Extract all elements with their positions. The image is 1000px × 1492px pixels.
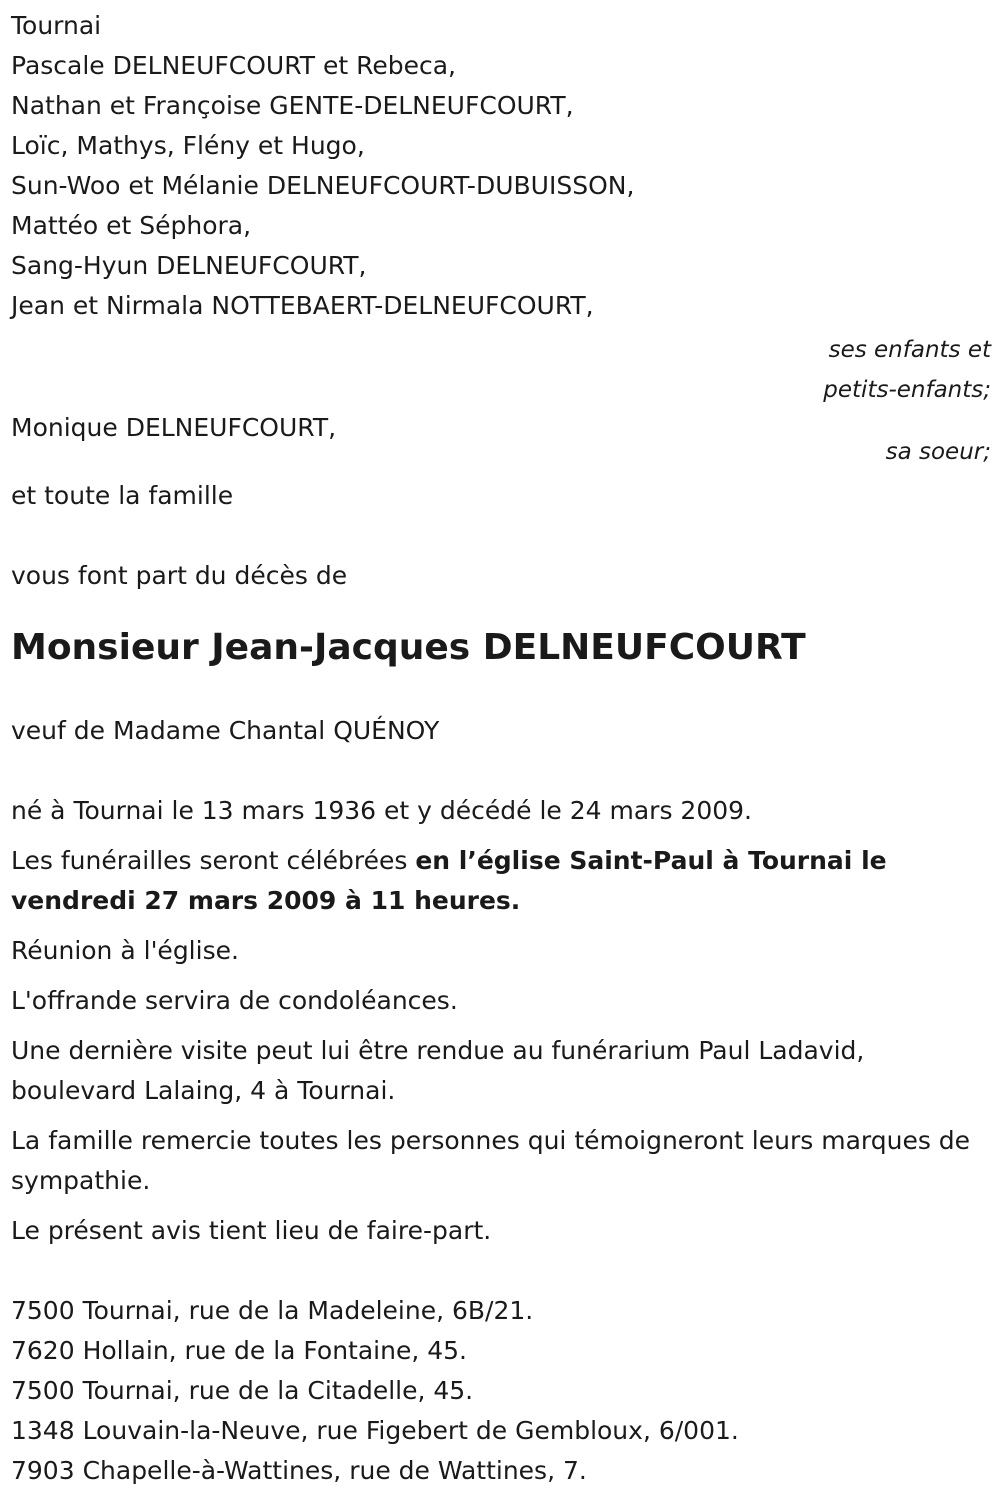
notice-line: Le présent avis tient lieu de faire-part. <box>11 1216 492 1245</box>
announcement-intro: vous font part du décès de <box>11 561 348 590</box>
offering-line: L'offrande servira de condoléances. <box>11 986 458 1015</box>
sister-name: Monique DELNEUFCOURT, <box>11 413 337 442</box>
family-member: Sun-Woo et Mélanie DELNEUFCOURT-DUBUISSON, <box>11 171 635 200</box>
family-city: Tournai <box>11 11 102 40</box>
widower-line: veuf de Madame Chantal QUÉNOY <box>11 716 440 745</box>
visit-paragraph: Une dernière visite peut lui être rendue au funérarium Paul Ladavid, boulevard Lalaing, 4 à Tournai. <box>11 1036 865 1105</box>
family-all: et toute la famille <box>11 481 234 510</box>
address-item: 1348 Louvain-la-Neuve, rue Figebert de Gembloux, 6/001. <box>11 1416 739 1445</box>
address-item: 7500 Tournai, rue de la Citadelle, 45. <box>11 1376 474 1405</box>
address-item: 7903 Chapelle-à-Wattines, rue de Wattines, 7. <box>11 1456 587 1485</box>
reunion-line: Réunion à l'église. <box>11 936 239 965</box>
children-role: ses enfants et <box>828 337 991 363</box>
grandchildren-role: petits-enfants; <box>823 377 991 403</box>
address-list <box>11 1291 991 1491</box>
address-item: 7500 Tournai, rue de la Madeleine, 6B/21. <box>11 1296 534 1325</box>
family-member: Nathan et Françoise GENTE-DELNEUFCOURT, <box>11 91 574 120</box>
funeral-details: en l’église Saint-Paul à Tournai le vendredi 27 mars 2009 à 11 heures. <box>11 846 887 915</box>
thanks-paragraph: La famille remercie toutes les personnes qui témoigneront leurs marques de sympathie. <box>11 1126 971 1195</box>
deceased-name: Monsieur Jean-Jacques DELNEUFCOURT <box>11 627 806 668</box>
sister-role: sa soeur; <box>885 439 991 465</box>
address-item: 7620 Hollain, rue de la Fontaine, 45. <box>11 1336 467 1365</box>
funeral-prefix: Les funérailles seront célébrées <box>11 846 416 875</box>
family-member: Jean et Nirmala NOTTEBAERT-DELNEUFCOURT, <box>11 291 594 320</box>
family-member: Sang-Hyun DELNEUFCOURT, <box>11 251 367 280</box>
funeral-paragraph <box>11 841 991 921</box>
birth-death-line: né à Tournai le 13 mars 1936 et y décédé le 24 mars 2009. <box>11 796 752 825</box>
family-member: Mattéo et Séphora, <box>11 211 252 240</box>
obituary-notice <box>11 6 991 1491</box>
family-member: Loïc, Mathys, Flény et Hugo, <box>11 131 365 160</box>
family-member: Pascale DELNEUFCOURT et Rebeca, <box>11 51 457 80</box>
